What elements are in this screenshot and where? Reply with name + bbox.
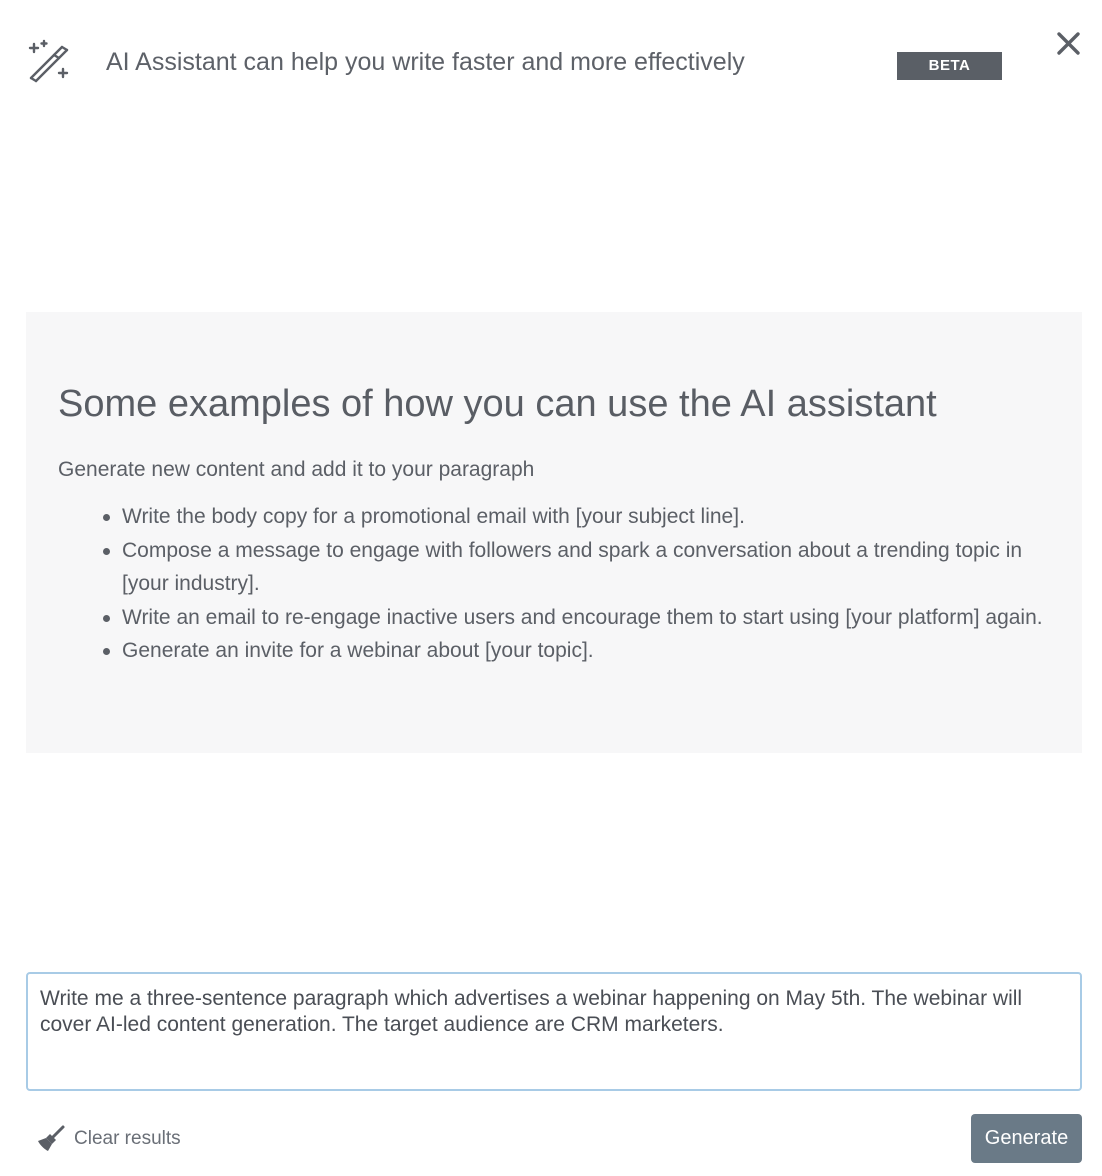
bullet bbox=[103, 548, 110, 555]
broom-icon bbox=[36, 1124, 66, 1154]
examples-panel bbox=[26, 312, 1082, 753]
prompt-input[interactable] bbox=[26, 972, 1082, 1091]
examples-list bbox=[122, 500, 1062, 668]
close-button[interactable] bbox=[1050, 26, 1088, 64]
examples-heading: Some examples of how you can use the AI assistant bbox=[58, 383, 937, 425]
bullet bbox=[103, 615, 110, 622]
example-item bbox=[122, 500, 1062, 534]
dialog-header bbox=[0, 0, 1102, 110]
bullet bbox=[103, 514, 110, 521]
clear-results-button[interactable] bbox=[36, 1122, 181, 1156]
dialog-title: AI Assistant can help you write faster and more effectively bbox=[106, 48, 745, 76]
example-item bbox=[122, 601, 1062, 635]
example-text: Write an email to re-engage inactive users and encourage them to start using [your platform] again. bbox=[122, 605, 1043, 629]
example-text: Write the body copy for a promotional email with [your subject line]. bbox=[122, 505, 745, 528]
example-item bbox=[122, 634, 1062, 668]
example-text: Compose a message to engage with followers and spark a conversation about a trending topic in [your industry]. bbox=[122, 538, 1023, 595]
generate-button[interactable]: Generate bbox=[971, 1114, 1082, 1163]
magic-wand-icon bbox=[26, 38, 72, 84]
beta-badge: BETA bbox=[897, 52, 1002, 80]
example-text: Generate an invite for a webinar about [your topic]. bbox=[122, 639, 594, 662]
examples-subheading: Generate new content and add it to your paragraph bbox=[58, 458, 535, 481]
example-item bbox=[122, 534, 1062, 601]
clear-results-label: Clear results bbox=[74, 1128, 181, 1149]
bullet bbox=[103, 648, 110, 655]
close-icon bbox=[1050, 26, 1088, 64]
